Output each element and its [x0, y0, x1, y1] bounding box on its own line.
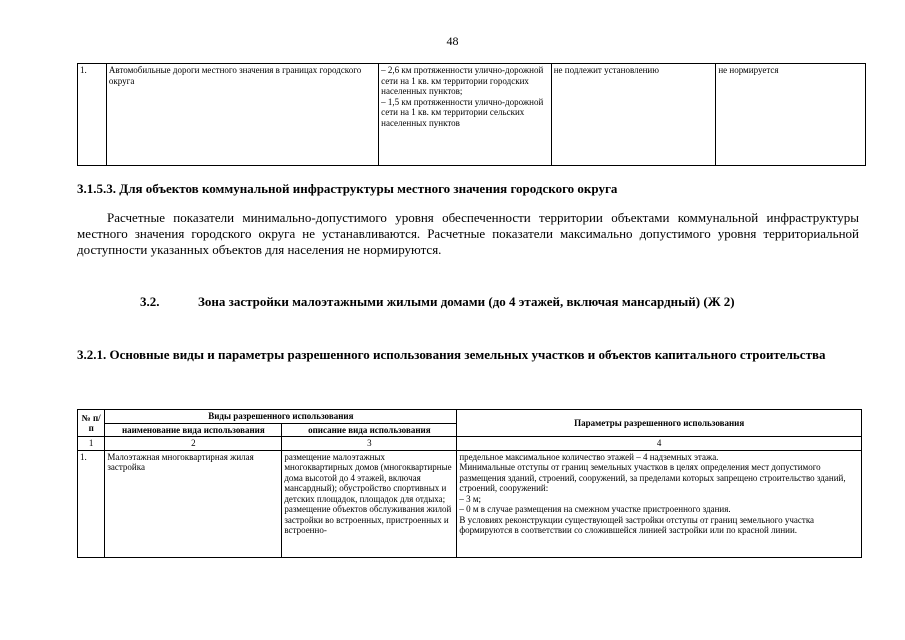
index-cell: 1	[78, 437, 105, 451]
section-number: 3.2.	[140, 294, 160, 309]
header-num: № п/п	[78, 410, 105, 437]
header-name: наименование вида использования	[105, 423, 282, 437]
roads-table	[77, 63, 866, 166]
body-paragraph: Расчетные показатели минимально-допустимого уровня обеспеченности территории объектами коммунальной инфраструктуры местного значения городского округа не устанавливаются. Расчетные показатели максимально допустимого уровня территориальной доступности указанных объектов для населения не нормируются.	[77, 210, 859, 257]
norm-value: не нормируется	[716, 64, 866, 166]
index-cell: 3	[282, 437, 457, 451]
param-line: предельное максимальное количество этажей – 4 надземных этажа.	[459, 451, 719, 462]
param-line: – 3 м;	[459, 493, 482, 504]
row-number: 1.	[78, 450, 105, 557]
header-types: Виды разрешенного использования	[105, 410, 457, 424]
table-row	[78, 450, 862, 557]
zoning-table	[77, 409, 862, 558]
header-params: Параметры разрешенного использования	[457, 410, 862, 437]
use-description: размещение малоэтажных многоквартирных домов (многоквартирные дома высотой до 4 этажей, включая мансардный); обустройство спортивных и детских площадок, площадок для отдыха; размещение объектов обслуживания жилой застройки во встроенных, пристроенных и встроенно-	[282, 450, 457, 557]
header-desc: описание вида использования	[282, 423, 457, 437]
use-parameters	[457, 450, 862, 557]
section-heading-32	[140, 294, 735, 310]
index-cell: 4	[457, 437, 862, 451]
index-cell: 2	[105, 437, 282, 451]
param-line: В условиях реконструкции существующей застройки отступы от границ земельного участка формируются в соответствии со сложившейся линией застройки или по красной линии.	[459, 514, 815, 535]
section-heading-3153: 3.1.5.3. Для объектов коммунальной инфраструктуры местного значения городского округа	[77, 181, 618, 196]
param-line: Минимальные отступы от границ земельных участков в целях определения мест допустимого размещения зданий, строений, сооружений, за пределами которых запрещено строительство зданий, строений, сооружений:	[459, 462, 846, 493]
param-line: – 0 м в случае размещения на смежном участке пристроенного здания.	[459, 504, 731, 514]
row-number: 1.	[78, 64, 107, 166]
indicator-item: – 1,5 км протяженности улично-дорожной сети на 1 кв. км территории сельских населенных пунктов	[381, 96, 544, 128]
indicators-cell	[379, 64, 552, 166]
index-row	[78, 437, 862, 451]
use-name: Малоэтажная многоквартирная жилая застройка	[105, 450, 282, 557]
table-row	[78, 64, 866, 166]
section-heading-321: 3.2.1. Основные виды и параметры разрешенного использования земельных участков и объектов капитального строительства	[77, 347, 826, 362]
accessibility-value: не подлежит установлению	[551, 64, 716, 166]
object-name: Автомобильные дороги местного значения в границах городского округа	[106, 64, 378, 166]
page-number: 48	[446, 34, 459, 48]
section-title: Зона застройки малоэтажными жилыми домами (до 4 этажей, включая мансардный) (Ж 2)	[198, 294, 735, 309]
indicator-item: – 2,6 км протяженности улично-дорожной сети на 1 кв. км территории городских населенных пунктов;	[381, 65, 544, 96]
